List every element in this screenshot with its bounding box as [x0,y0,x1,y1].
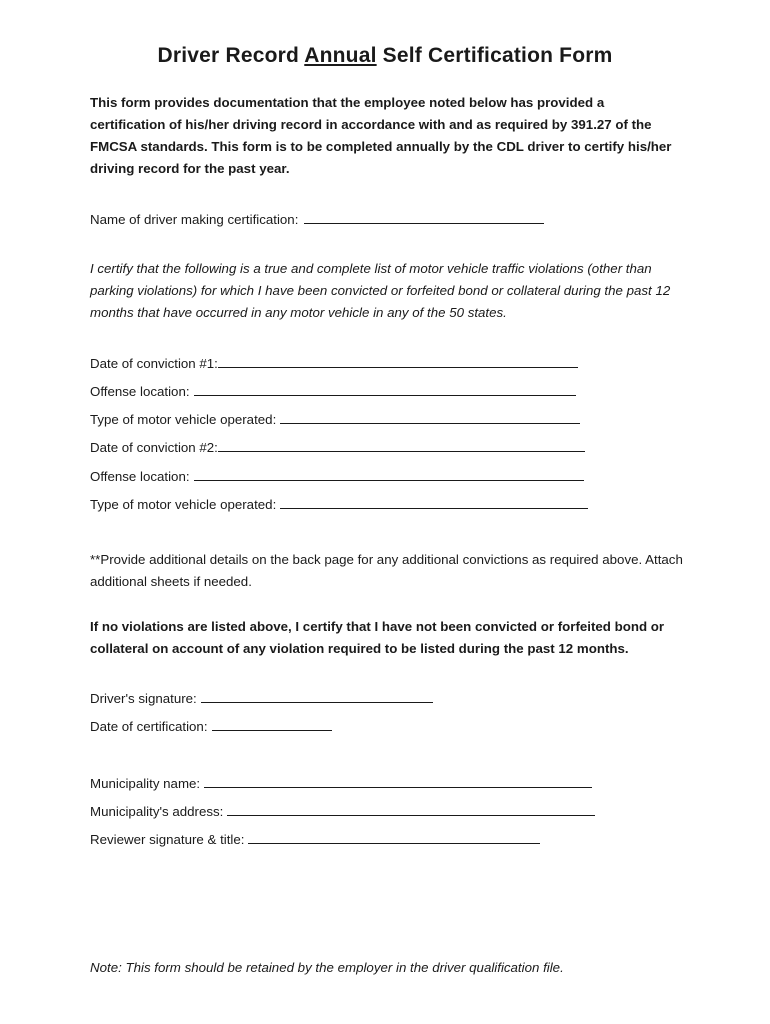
conviction2-vehicle-field[interactable] [280,493,588,509]
municipality-name-field[interactable] [204,772,592,788]
municipality-address-field[interactable] [227,800,595,816]
form-title-part2: Self Certification Form [376,44,613,67]
conviction2-location-label: Offense location: [90,469,190,484]
conviction2-date-row [90,436,585,456]
driver-signature-row [90,687,433,707]
municipality-name-label: Municipality name: [90,776,201,791]
conviction1-location-label: Offense location: [90,384,190,399]
conviction1-date-label: Date of conviction #1: [90,356,218,371]
municipality-address-row [90,800,595,820]
conviction2-vehicle-label: Type of motor vehicle operated: [90,497,277,512]
conviction1-location-field[interactable] [194,380,576,396]
additional-details-note: **Provide additional details on the back page for any additional convictions as required above. Attach additional sheets if needed. [90,552,683,589]
form-title-part1: Driver Record [157,44,305,67]
certify-statement: I certify that the following is a true and complete list of motor vehicle traffic violations (other than parking violations) for which I have been convicted or forfeited bond or collateral during the past 12 months that have occurred in any motor vehicle in any of the 50 states. [90,261,671,320]
driver-signature-field[interactable] [201,687,433,703]
form-title [0,44,770,68]
reviewer-signature-row [90,828,540,848]
driver-name-field[interactable] [304,208,544,224]
form-title-underlined: Annual [304,44,377,67]
reviewer-signature-field[interactable] [248,828,540,844]
driver-signature-label: Driver's signature: [90,691,197,706]
conviction1-vehicle-row [90,408,580,428]
intro-paragraph: This form provides documentation that the employee noted below has provided a certification of his/her driving record in accordance with and as required by 391.27 of the FMCSA standards. This form is to be completed annually by the CDL driver to certify his/her driving record for the past year. [90,95,672,176]
no-violations-statement: If no violations are listed above, I certify that I have not been convicted or forfeited bond or collateral on account of any violation required to be listed during the past 12 months. [90,619,665,656]
municipality-name-row [90,772,592,792]
reviewer-signature-label: Reviewer signature & title: [90,832,245,847]
certification-date-label: Date of certification: [90,719,208,734]
certification-date-field[interactable] [212,715,332,731]
conviction2-vehicle-row [90,493,588,513]
driver-name-label: Name of driver making certification: [90,212,299,227]
conviction1-vehicle-field[interactable] [280,408,580,424]
municipality-address-label: Municipality's address: [90,804,224,819]
conviction2-date-label: Date of conviction #2: [90,440,218,455]
conviction1-date-field[interactable] [218,352,578,368]
driver-name-row [90,208,544,228]
retention-note: Note: This form should be retained by the employer in the driver qualification file. [90,960,564,975]
conviction2-date-field[interactable] [218,436,585,452]
conviction1-date-row [90,352,578,372]
conviction2-location-row [90,465,584,485]
conviction1-vehicle-label: Type of motor vehicle operated: [90,412,277,427]
conviction2-location-field[interactable] [194,465,584,481]
certification-date-row [90,715,332,735]
conviction1-location-row [90,380,576,400]
